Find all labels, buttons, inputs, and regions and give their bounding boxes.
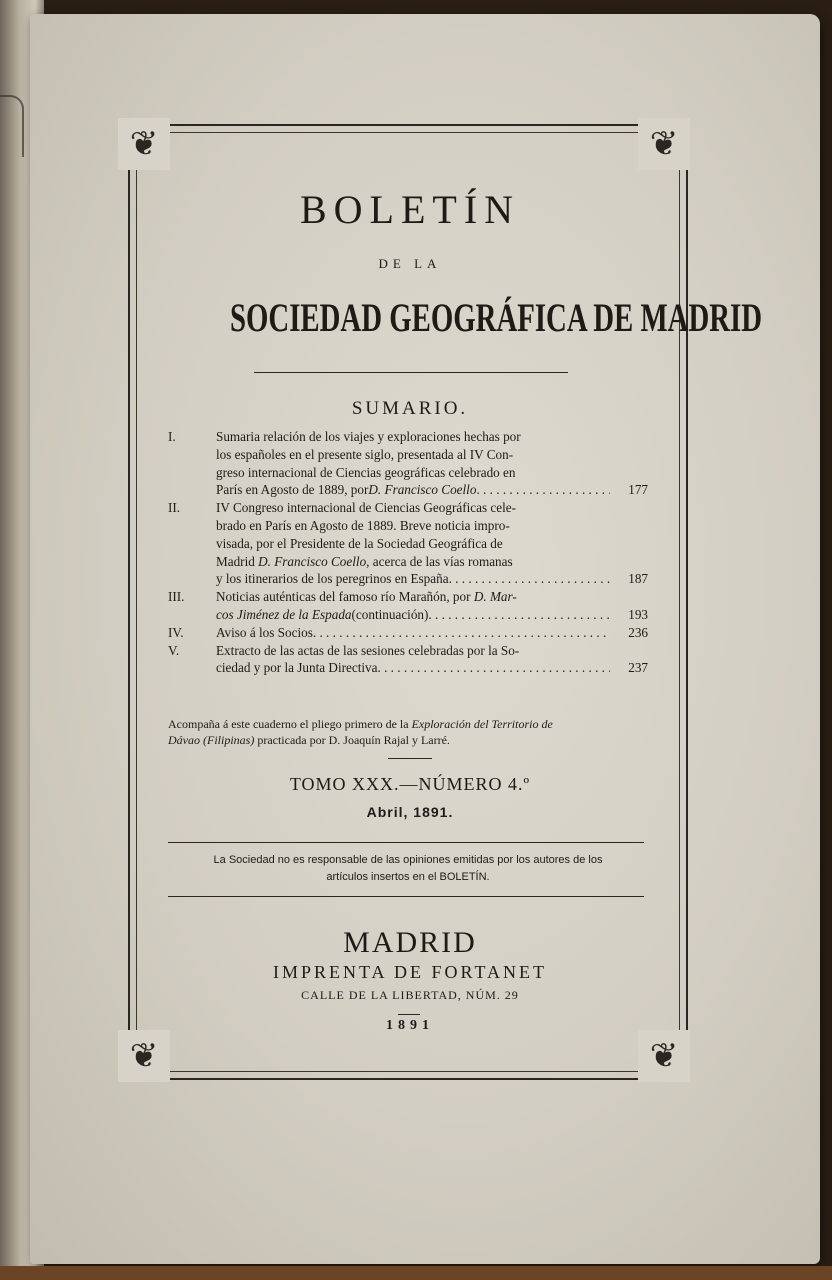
supplement-note xyxy=(168,716,646,748)
entry-author: D. Mar- xyxy=(473,589,517,605)
imprint-city: MADRID xyxy=(343,926,477,959)
society-name: SOCIEDAD GEOGRÁFICA DE MADRID xyxy=(230,295,763,340)
contents-entry xyxy=(168,624,648,642)
disclaimer-rule-top xyxy=(168,842,644,843)
leader-dots xyxy=(428,606,610,624)
entry-line: Aviso á los Socios xyxy=(216,624,313,640)
entry-author: D. Francisco Coello, xyxy=(258,553,370,569)
entry-line: los españoles en el presente siglo, presentada al IV Con- xyxy=(216,446,514,462)
entry-numeral: IV. xyxy=(168,624,184,640)
imprint-printer: IMPRENTA DE FORTANET xyxy=(272,962,548,982)
entry-page-number: 177 xyxy=(628,482,648,498)
entry-author: D. Francisco Coello xyxy=(368,482,477,498)
entry-page-number: 236 xyxy=(628,624,648,640)
entry-author: cos Jiménez de la Espada xyxy=(216,606,352,622)
disclaimer-line: artículos insertos en el BOLETÍN. xyxy=(326,871,490,883)
imprint-year: 1891 xyxy=(386,1018,434,1033)
table-of-contents xyxy=(168,428,648,677)
note-italic: Exploración del Territorio de xyxy=(411,717,553,731)
contents-heading: SUMARIO. xyxy=(351,398,469,419)
contents-entry xyxy=(168,642,648,678)
leader-dots xyxy=(377,659,610,677)
facing-page-ornament xyxy=(0,95,24,157)
entry-page-number: 193 xyxy=(628,606,648,622)
issue-date: Abril, 1891. xyxy=(366,804,454,820)
leader-dots xyxy=(313,624,610,642)
entry-line: greso internacional de Ciencias geográficas celebrado en xyxy=(216,464,516,480)
entry-line: Madrid xyxy=(216,553,259,569)
entry-page-number: 187 xyxy=(628,571,648,587)
corner-ornament-icon: ❦ xyxy=(118,1030,170,1082)
entry-line: y los itinerarios de los peregrinos en España xyxy=(216,571,449,587)
entry-numeral: III. xyxy=(168,589,185,605)
corner-ornament-icon: ❦ xyxy=(638,1030,690,1082)
entry-line: (continuación) xyxy=(351,606,429,622)
contents-entry xyxy=(168,428,648,499)
entry-line: París en Agosto de 1889, por xyxy=(216,482,369,498)
note-italic: Dávao (Filipinas) xyxy=(168,733,255,747)
entry-line: brado en París en Agosto de 1889. Breve noticia impro- xyxy=(216,517,510,533)
entry-line: visada, por el Presidente de la Sociedad Geográfica de xyxy=(216,535,503,551)
contents-entry xyxy=(168,499,648,588)
disclaimer-line: La Sociedad no es responsable de las opiniones emitidas por los autores de los xyxy=(213,854,603,866)
entry-numeral: V. xyxy=(168,642,180,658)
leader-dots xyxy=(449,570,610,588)
journal-subtitle-connector: DE LA xyxy=(378,256,442,271)
imprint-address: CALLE DE LA LIBERTAD, NÚM. 29 xyxy=(301,988,519,1002)
leader-dots xyxy=(476,481,610,499)
entry-numeral: I. xyxy=(168,429,176,444)
entry-page-number: 237 xyxy=(628,660,648,676)
contents-entry xyxy=(168,588,648,624)
disclaimer xyxy=(166,852,650,886)
year-rule xyxy=(398,1014,420,1015)
entry-line: IV Congreso internacional de Ciencias Geográficas cele- xyxy=(216,500,517,516)
title-rule xyxy=(254,372,568,373)
note-text: Acompaña á este cuaderno el pliego primero de la xyxy=(168,717,412,731)
volume-number: TOMO XXX.—NÚMERO 4.º xyxy=(289,774,531,794)
entry-line: Extracto de las actas de las sesiones celebradas por la So- xyxy=(216,642,520,658)
entry-numeral: II. xyxy=(168,500,181,516)
note-text: practicada por D. Joaquín Rajal y Larré. xyxy=(254,733,450,747)
shelf-edge xyxy=(0,1266,832,1280)
short-rule xyxy=(388,758,432,759)
entry-line: Sumaria relación de los viajes y exploraciones hechas por xyxy=(216,429,521,444)
entry-line: ciedad y por la Junta Directiva xyxy=(216,660,378,676)
entry-line: Noticias auténticas del famoso río Marañón, por xyxy=(216,589,474,605)
entry-line: acerca de las vías romanas xyxy=(369,553,513,569)
corner-ornament-icon: ❦ xyxy=(638,118,690,170)
corner-ornament-icon: ❦ xyxy=(118,118,170,170)
disclaimer-rule-bottom xyxy=(168,896,644,897)
journal-title: BOLETÍN xyxy=(299,187,521,232)
